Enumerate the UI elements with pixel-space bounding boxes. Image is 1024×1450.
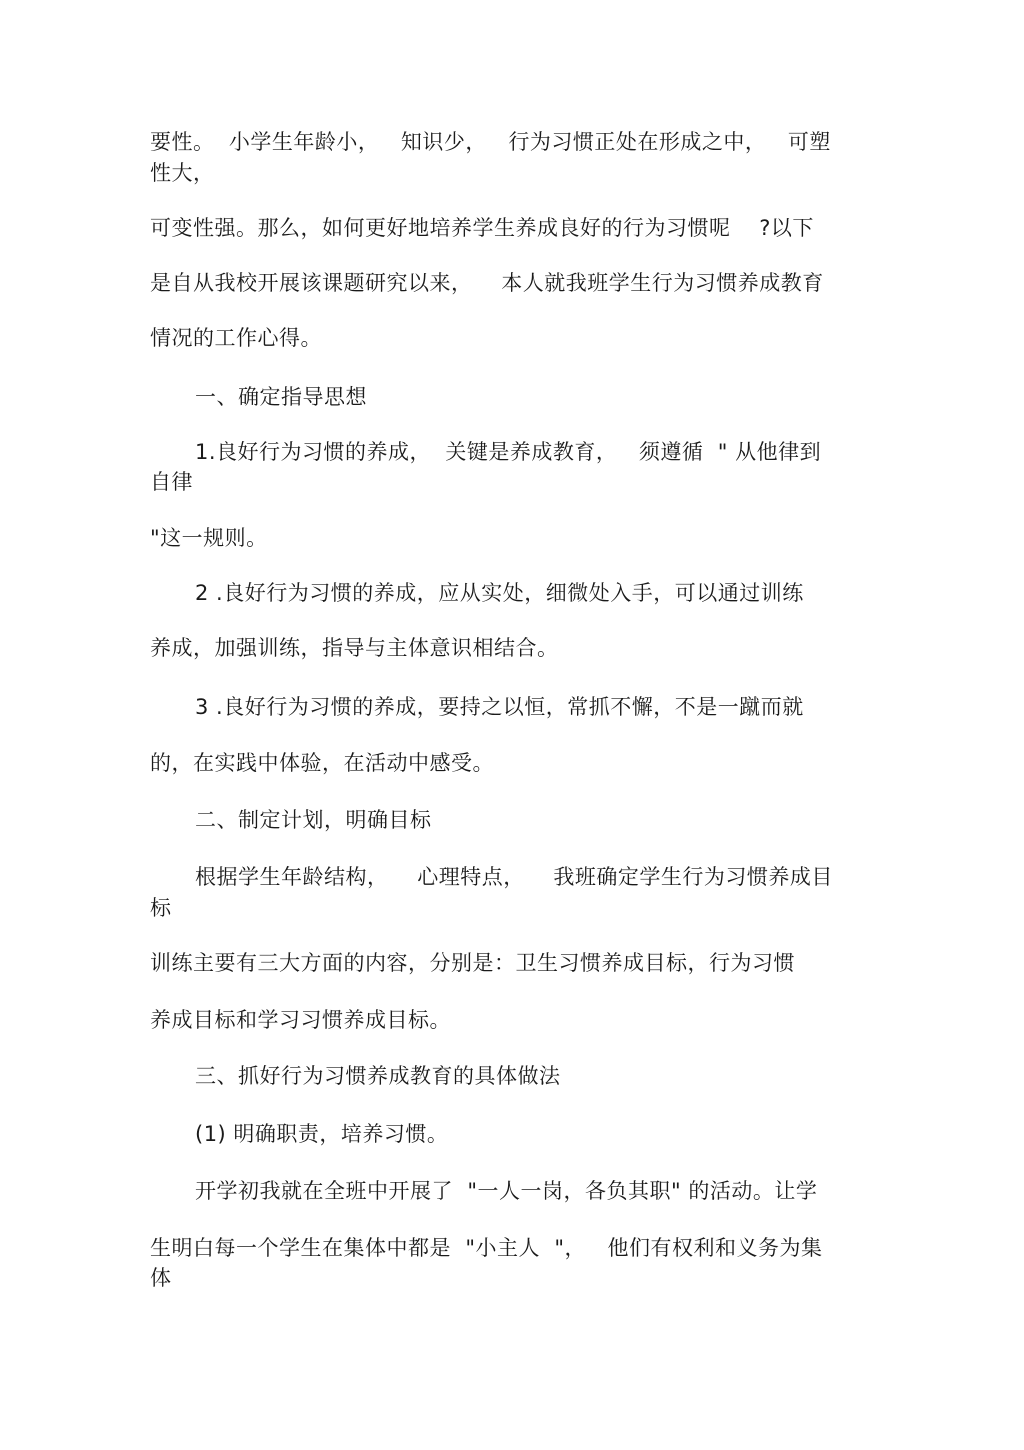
subsection-heading: (1) 明确职责，培养习惯。 — [195, 1122, 449, 1146]
list-item-line: 3 .良好行为习惯的养成，要持之以恒，常抓不懈，不是一蹴而就 — [195, 695, 804, 719]
paragraph-line: 训练主要有三大方面的内容，分别是：卫生习惯养成目标，行为习惯 — [150, 951, 795, 975]
paragraph-line: 根据学生年龄结构， 心理特点， 我班确定学生行为习惯养成目 — [195, 865, 833, 889]
list-item-line: 2 .良好行为习惯的养成，应从实处，细微处入手，可以通过训练 — [195, 581, 804, 605]
paragraph-line: 养成，加强训练，指导与主体意识相结合。 — [150, 636, 559, 660]
section-heading: 一、确定指导思想 — [195, 385, 367, 409]
paragraph-line: 是自从我校开展该课题研究以来， 本人就我班学生行为习惯养成教育 — [150, 271, 824, 295]
paragraph-line: 生明白每一个学生在集体中都是 "小主人 "， 他们有权利和义务为集 — [150, 1236, 823, 1260]
section-heading: 三、抓好行为习惯养成教育的具体做法 — [195, 1064, 561, 1088]
paragraph-line: 可变性强。那么，如何更好地培养学生养成良好的行为习惯呢 ?以下 — [150, 216, 814, 240]
paragraph-line: 性大， — [150, 161, 215, 185]
paragraph-line: 养成目标和学习习惯养成目标。 — [150, 1008, 451, 1032]
paragraph-line: 要性。 小学生年龄小， 知识少， 行为习惯正处在形成之中， 可塑 — [150, 130, 831, 154]
paragraph-line: 标 — [150, 896, 172, 920]
paragraph-line: 的，在实践中体验，在活动中感受。 — [150, 751, 494, 775]
paragraph-line: 自律 — [150, 470, 193, 494]
paragraph-line: 情况的工作心得。 — [150, 326, 322, 350]
paragraph-line: 体 — [150, 1266, 172, 1290]
paragraph-line: "这一规则。 — [150, 526, 268, 550]
section-heading: 二、制定计划，明确目标 — [195, 808, 432, 832]
list-item-line: 1.良好行为习惯的养成， 关键是养成教育， 须遵循 " 从他律到 — [195, 440, 822, 464]
paragraph-line: 开学初我就在全班中开展了 "一人一岗，各负其职" 的活动。让学 — [195, 1179, 818, 1203]
